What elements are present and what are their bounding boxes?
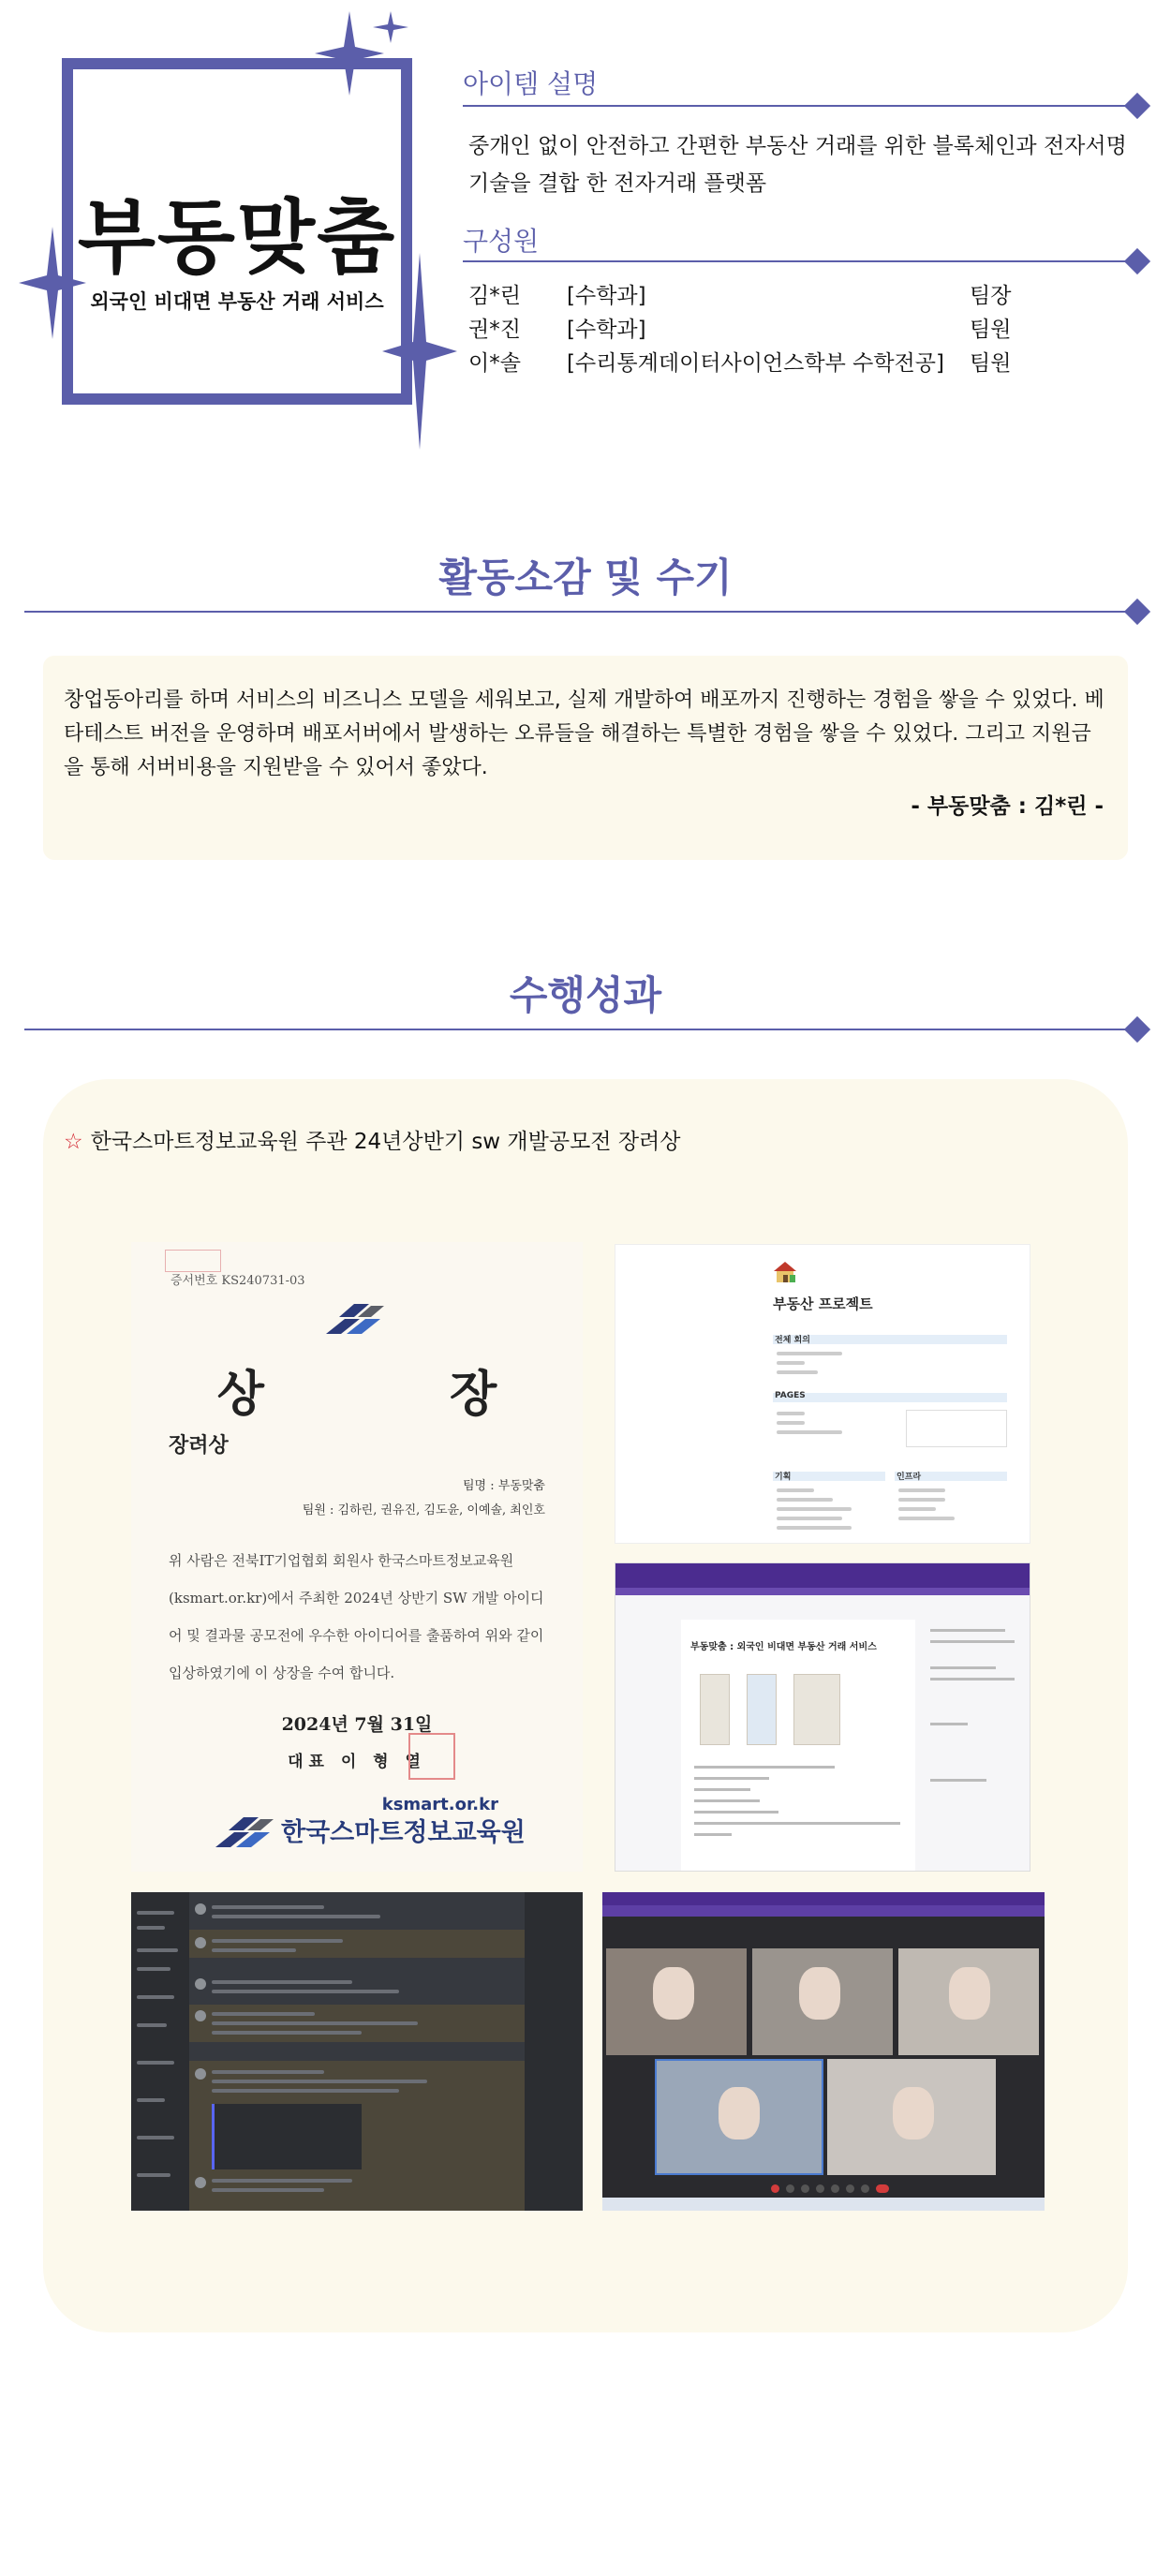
message-line: [212, 1980, 352, 1984]
channel-item: [137, 1911, 174, 1915]
embed-card: [212, 2104, 362, 2169]
chat-image: [131, 1892, 583, 2211]
avatar: [195, 2068, 206, 2080]
text-line: [898, 1517, 955, 1520]
avatar: [195, 1903, 206, 1915]
text-line: [898, 1488, 945, 1492]
message-line: [212, 1915, 380, 1918]
text-line: [930, 1666, 996, 1669]
sparkle-icon: [19, 227, 86, 339]
certificate-representative: 대표 이 형 열: [288, 1753, 426, 1771]
item-section-header: [463, 64, 598, 101]
text-line: [777, 1352, 842, 1355]
end-call-button[interactable]: [876, 2184, 889, 2193]
message-line: [212, 2080, 427, 2083]
member-name: 김*린: [468, 284, 521, 308]
emoji-button[interactable]: [816, 2184, 824, 2193]
taskbar: [602, 2198, 1045, 2211]
certificate-org: 한국스마트정보교육원: [281, 1818, 526, 1847]
channel-item: [137, 1995, 174, 1999]
chat-member-list: [525, 1892, 583, 2211]
member-role: 팀원: [970, 351, 1012, 376]
message-line: [212, 1905, 324, 1909]
text-line: [694, 1777, 769, 1780]
message-line: [212, 2021, 418, 2025]
certificate-body: 위 사람은 전북IT기업협회 회원사 한국스마트정보교육원 (ksmart.or.kr)에서 주최한 2024년 상반기 SW 개발 아이디어 및 결과물 공모전에 우수한 아이디어를 출품하여 위와 같이 입상하였기에 이 상장을 수여 합니다.: [169, 1552, 544, 1681]
text-line: [777, 1421, 805, 1425]
text-line: [898, 1498, 945, 1502]
service-page-title: 부동맞춤 : 외국인 비대면 부동산 거래 서비스: [690, 1642, 877, 1652]
present-button[interactable]: [831, 2184, 839, 2193]
raise-hand-button[interactable]: [846, 2184, 854, 2193]
certificate-team: [303, 1474, 545, 1523]
channel-item: [137, 2061, 174, 2065]
section-label: 기획: [775, 1473, 792, 1482]
more-options-button[interactable]: [861, 2184, 869, 2193]
certificate-number: 증서번호 KS240731-03: [170, 1274, 305, 1288]
phone-mockup: [747, 1674, 777, 1745]
logo-subtitle: 외국인 비대면 부동산 거래 서비스: [90, 290, 384, 313]
certificate-title: 상 장: [216, 1366, 582, 1423]
review-signature: - 부동맞춤 : 김*린 -: [911, 794, 1104, 819]
channel-item: [137, 2098, 165, 2102]
award-text: 한국스마트정보교육원 주관 24년상반기 sw 개발공모전 장려상: [90, 1130, 681, 1154]
camera-button[interactable]: [786, 2184, 794, 2193]
message-line: [212, 2188, 324, 2192]
text-line: [777, 1526, 852, 1530]
channel-item: [137, 1926, 165, 1930]
members-section-heading: 구성원: [463, 226, 540, 257]
logo: [19, 9, 450, 450]
item-section-heading: 아이템 설명: [463, 68, 599, 99]
member-list: [468, 279, 1143, 380]
text-line: [930, 1779, 986, 1782]
avatar: [195, 1937, 206, 1948]
mic-button[interactable]: [771, 2184, 779, 2193]
channel-item: [137, 2173, 170, 2177]
results-section-heading: 수행성과: [509, 972, 662, 1018]
sparkle-icon: [382, 253, 457, 450]
message-highlight: [189, 1930, 525, 1958]
members-section-header: [463, 221, 539, 259]
text-line: [777, 1488, 814, 1492]
avatar: [195, 2177, 206, 2188]
divider: [463, 105, 1134, 107]
item-description: 중개인 없이 안전하고 간편한 부동산 거래를 위한 블록체인과 전자서명 기술을 결합 한 전자거래 플랫폼: [468, 134, 1127, 196]
certificate-date: 2024년 7월 31일: [281, 1714, 433, 1735]
section-label: PAGES: [775, 1391, 806, 1400]
blurred-face: [653, 1967, 694, 2020]
stamp-mark: [408, 1733, 455, 1780]
comment-box: [906, 1410, 1007, 1447]
divider: [24, 1029, 1134, 1030]
video-call-image: [602, 1892, 1045, 2211]
text-line: [777, 1507, 852, 1511]
certificate-image: [131, 1242, 583, 1872]
text-line: [694, 1799, 760, 1802]
member-row: [468, 313, 1143, 347]
review-text: 창업동아리를 하며 서비스의 비즈니스 모델을 세워보고, 실제 개발하여 배포까지 진행하는 경험을 쌓을 수 있었다. 베타테스트 버전을 운영하며 배포서버에서 발생하는 오류들을 해결하는 특별한 경험을 쌓을 수 있었다. 그리고 지원금을 통해 서버비용을 지원받을 수 있어서 좋았다.: [64, 688, 1104, 779]
ksmart-logo-icon: [215, 1810, 277, 1847]
member-role: 팀원: [970, 318, 1012, 342]
browser-tab-bar: [615, 1563, 1030, 1588]
star-icon: ☆: [64, 1130, 83, 1154]
section-band: [773, 1393, 1007, 1402]
text-line: [777, 1412, 805, 1415]
message-line: [212, 2070, 324, 2074]
text-line: [930, 1678, 1015, 1680]
workspace-title: 부동산 프로젝트: [773, 1295, 873, 1312]
text-line: [777, 1370, 818, 1374]
channel-item: [137, 2136, 174, 2139]
channel-item: [137, 1967, 170, 1971]
text-line: [694, 1833, 732, 1836]
member-dept: [수학과]: [567, 318, 646, 342]
message-line: [212, 2089, 399, 2093]
blurred-face: [949, 1967, 990, 2020]
member-name: 이*솔: [468, 351, 521, 376]
certificate-url: ksmart.or.kr: [381, 1795, 498, 1814]
review-section-heading: 활동소감 및 수기: [438, 555, 733, 600]
member-name: 권*진: [468, 318, 521, 342]
service-page-image: [615, 1562, 1030, 1872]
blurred-face: [893, 2087, 934, 2139]
text-line: [694, 1766, 835, 1769]
ksmart-logo-icon: [326, 1296, 388, 1334]
text-line: [930, 1640, 1015, 1643]
text-line: [777, 1361, 805, 1365]
certificate-team-members: 팀원 : 김하린, 권유진, 김도윤, 이예솔, 최인호: [302, 1503, 545, 1517]
diamond-icon: [1124, 248, 1150, 274]
certificate-team-name: 팀명 : 부동맞춤: [463, 1479, 545, 1493]
text-line: [930, 1723, 968, 1725]
text-line: [694, 1822, 900, 1825]
message-line: [212, 1948, 296, 1952]
browser-bookmark-bar: [602, 1905, 1045, 1917]
blurred-face: [719, 2087, 760, 2139]
text-line: [930, 1629, 1005, 1632]
logo-title: 부동맞춤: [77, 191, 397, 285]
logo-frame: [62, 58, 412, 405]
message-line: [212, 1990, 399, 1993]
text-line: [694, 1788, 750, 1791]
review-panel: [43, 656, 1128, 860]
text-line: [777, 1430, 842, 1434]
award-line: [64, 1124, 680, 1155]
browser-tab-bar: [602, 1892, 1045, 1905]
channel-item: [137, 2023, 167, 2027]
member-role: 팀장: [970, 284, 1012, 308]
diamond-icon: [1124, 93, 1150, 119]
member-row: [468, 347, 1143, 380]
chat-sidebar: [131, 1892, 189, 2211]
message-line: [212, 2031, 362, 2035]
divider: [24, 611, 1134, 613]
phone-mockup: [700, 1674, 730, 1745]
text-line: [777, 1517, 842, 1520]
sparkle-icon: [373, 11, 408, 43]
avatar: [195, 1978, 206, 1990]
project-workspace-image: [615, 1244, 1030, 1544]
message-line: [212, 1939, 343, 1943]
member-dept: [수학과]: [567, 284, 646, 308]
phone-mockup: [793, 1674, 840, 1745]
blurred-face: [799, 1967, 840, 2020]
message-line: [212, 2012, 315, 2016]
member-row: [468, 279, 1143, 313]
house-icon: [773, 1260, 797, 1284]
text-line: [694, 1811, 778, 1814]
seal-mark: [165, 1250, 221, 1272]
message-line: [212, 2179, 352, 2183]
channel-item: [137, 1948, 178, 1952]
browser-bookmark-bar: [615, 1588, 1030, 1595]
avatar: [195, 2010, 206, 2021]
member-dept: [수리통계데이터사이언스학부 수학전공]: [567, 351, 944, 376]
text-line: [777, 1498, 833, 1502]
section-label: 인프라: [897, 1473, 922, 1482]
certificate-award: 장려상: [169, 1433, 229, 1458]
caption-button[interactable]: [801, 2184, 809, 2193]
text-line: [898, 1507, 936, 1511]
section-label: 전체 회의: [775, 1336, 810, 1345]
results-panel: [43, 1079, 1128, 2332]
divider: [463, 260, 1134, 262]
